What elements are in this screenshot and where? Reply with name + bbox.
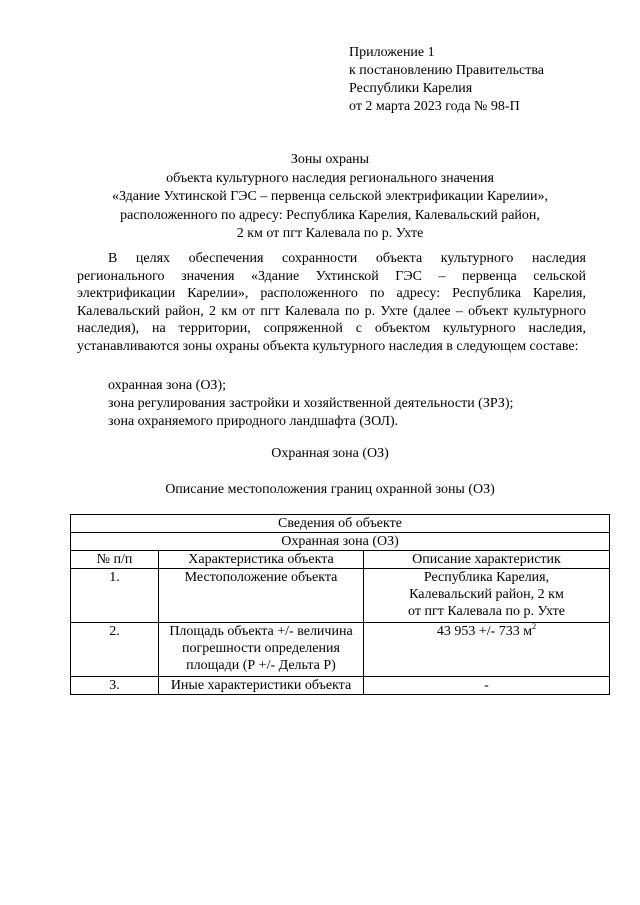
document-title — [60, 151, 600, 244]
section-title: Охранная зона (ОЗ) — [271, 446, 389, 461]
row-number: 2. — [71, 623, 159, 677]
row-number: 3. — [71, 677, 159, 695]
row-characteristic — [159, 569, 364, 623]
table-column-header-row — [71, 551, 610, 569]
body-paragraph: В целях обеспечения сохранности объекта культурного наследия регионального значения «Здание Ухтинской ГЭС – первенца сельской электрификации Карелии», расположенного по адресу: Республика Карелия, Калевальский район, 2 км от пгт Калевала по р. Ухте (далее – объект культурного наследия), на территории, сопряженной с объектом культурного наследия, устанавливаются зоны охраны объекта культурного наследия в следующем составе: — [77, 251, 586, 354]
appendix-line: от 2 марта 2023 года № 98-П — [349, 99, 520, 114]
row-characteristic — [159, 623, 364, 677]
table-header-row — [71, 515, 610, 533]
zone-list — [108, 377, 513, 431]
title-line: расположенного по адресу: Республика Карелия, Калевальский район, — [120, 207, 540, 223]
appendix-line: к постановлению Правительства — [349, 63, 545, 78]
appendix-line: Приложение 1 — [349, 45, 435, 60]
title-line: «Здание Ухтинской ГЭС – первенца сельской электрификации Карелии», — [111, 189, 549, 204]
table-header-zone: Охранная зона (ОЗ) — [71, 533, 610, 551]
cell-line: площади (Р +/- Дельта Р) — [186, 658, 336, 673]
body-paragraph-block — [77, 250, 586, 356]
cell-line: Иные характеристики объекта — [170, 678, 352, 693]
table-row — [71, 677, 610, 695]
cell-line: Местоположение объекта — [184, 570, 338, 585]
object-info-table — [70, 514, 610, 695]
table-header-object-info: Сведения об объекте — [71, 515, 610, 533]
table-row — [71, 569, 610, 623]
zone-list-item: охранная зона (ОЗ); — [108, 378, 226, 393]
row-description — [364, 569, 610, 623]
table-row — [71, 623, 610, 677]
row-description — [364, 677, 610, 695]
column-header-characteristic: Характеристика объекта — [159, 551, 364, 569]
column-header-number: № п/п — [71, 551, 159, 569]
cell-line: Площадь объекта +/- величина — [169, 624, 353, 639]
area-value: 43 953 +/- 733 м — [436, 624, 533, 639]
cell-line: - — [484, 678, 489, 693]
section-subtitle: Описание местоположения границ охранной зоны (ОЗ) — [165, 482, 495, 497]
title-line: объекта культурного наследия регионального значения — [166, 170, 494, 186]
zone-list-item: зона регулирования застройки и хозяйственной деятельности (ЗРЗ); — [108, 396, 514, 411]
cell-line: Калевальский район, 2 км — [409, 587, 564, 602]
column-header-description: Описание характеристик — [364, 551, 610, 569]
table-header-row — [71, 533, 610, 551]
title-line: Зоны охраны — [290, 152, 370, 167]
row-description — [364, 623, 610, 677]
appendix-line: Республики Карелия — [349, 81, 473, 96]
row-characteristic — [159, 677, 364, 695]
cell-line: погрешности определения — [182, 641, 340, 656]
zone-list-item: зона охраняемого природного ландшафта (ЗОЛ). — [108, 414, 399, 429]
title-line: 2 км от пгт Калевала по р. Ухте — [236, 226, 424, 241]
area-unit-superscript: 2 — [532, 622, 537, 631]
cell-line: Республика Карелия, — [423, 570, 550, 585]
appendix-header — [349, 44, 609, 116]
row-number: 1. — [71, 569, 159, 623]
cell-line: от пгт Калевала по р. Ухте — [408, 604, 565, 619]
